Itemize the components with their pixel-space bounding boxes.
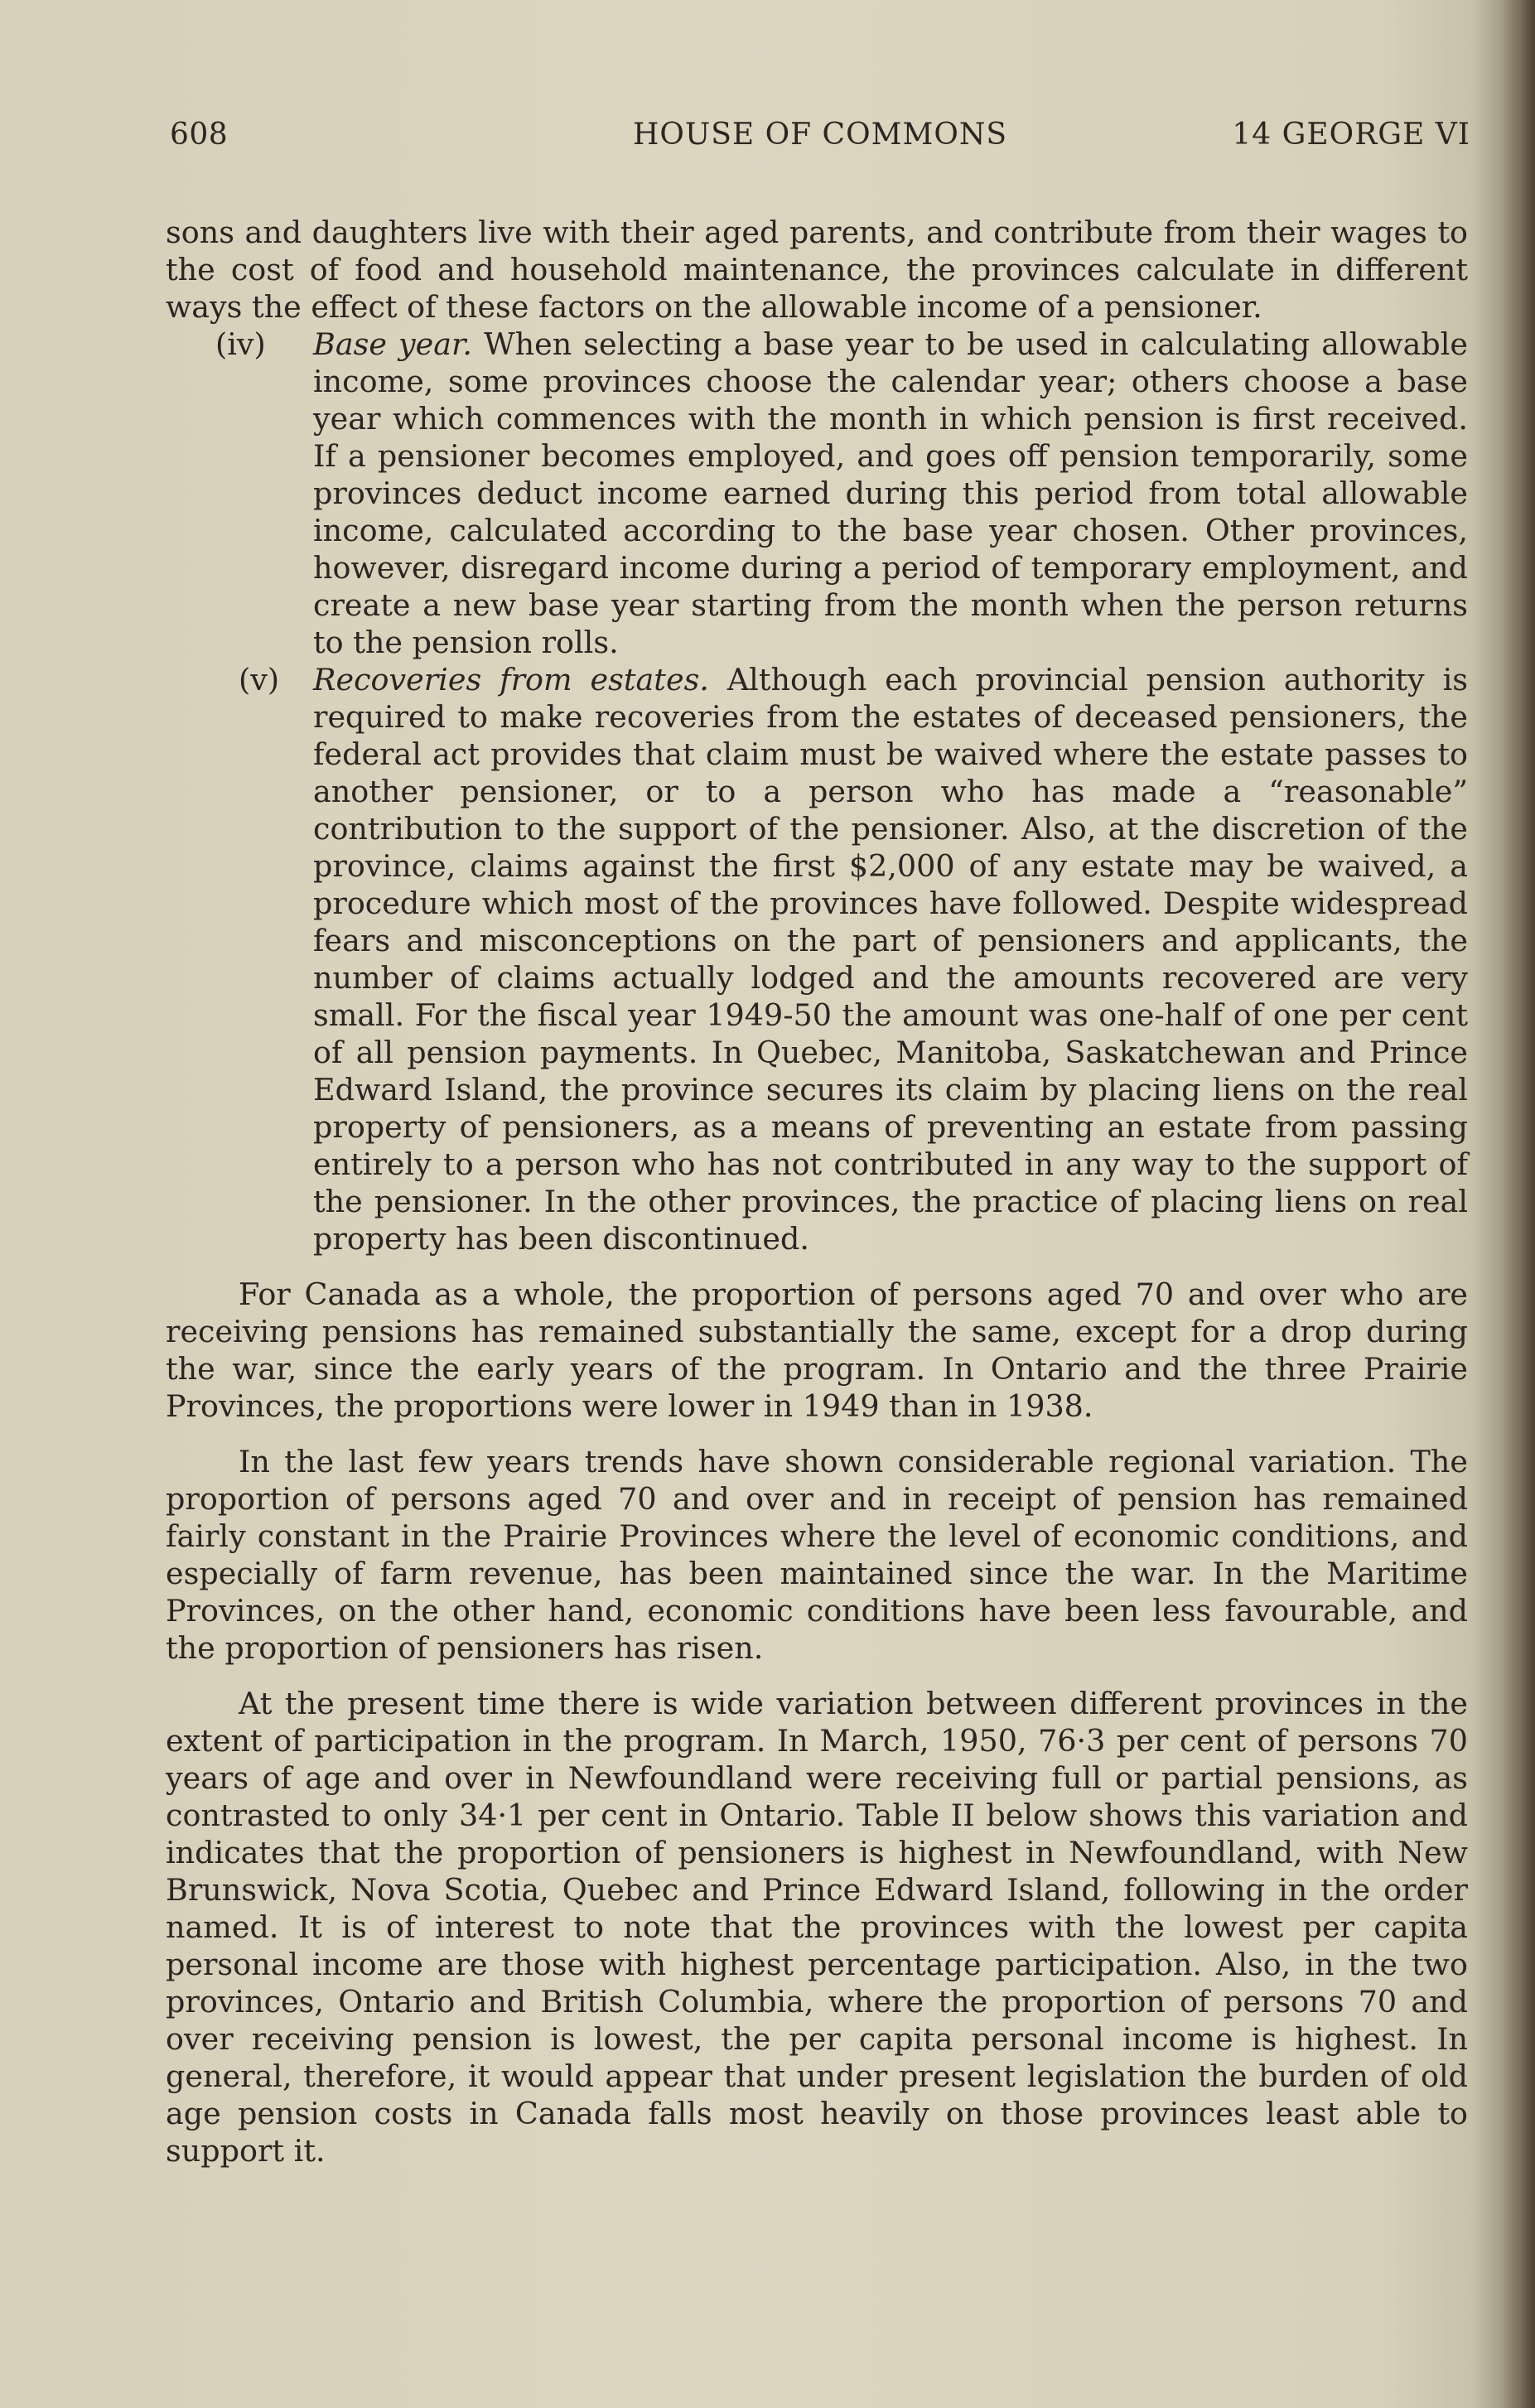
header-session: 14 GEORGE VI <box>1232 118 1470 152</box>
paragraph-regional-variation: In the last few years trends have shown considerable regional variation. The proportion of persons aged 70 and over and in receipt of pension has remained fairly constant in the Prairie Provinces where the level of economic conditions, and especially of farm revenue, has been maintained since the war. In the Maritime Provinces, on the other hand, economic conditions have been less favourable, and the proportion of pensioners has risen. <box>166 1444 1468 1666</box>
running-header <box>170 118 1470 157</box>
paragraph-canada-proportion: For Canada as a whole, the proportion of persons aged 70 and over who are receiving pensions has remained substantially the same, except for a drop during the war, since the early years of the program. In Ontario and the three Prairie Provinces, the proportions were lower in 1949 than in 1938. <box>166 1276 1468 1424</box>
page-edge-shadow <box>1502 0 1535 2408</box>
item-paragraph <box>313 326 1468 661</box>
spacer <box>166 1667 1468 1685</box>
page-number: 608 <box>170 118 229 152</box>
item-title: Recoveries from estates. <box>313 662 709 697</box>
continued-item-text: sons and daughters live with their aged parents, and contribute from their wages to the cost of food and household maintenance, the provinces calculate in different ways the effect of these factors on the allowable income of a pensioner. <box>166 215 1468 325</box>
list-item-recoveries-from-estates <box>239 661 1468 1257</box>
page-body <box>166 214 1468 2169</box>
item-number: (v) <box>239 662 280 697</box>
spacer <box>166 1257 1468 1276</box>
spacer <box>166 1425 1468 1443</box>
item-number: (iv) <box>215 326 266 362</box>
item-title: Base year. <box>313 326 473 362</box>
paragraph-provincial-participation: At the present time there is wide variation between different provinces in the extent of participation in the program. In March, 1950, 76·3 per cent of persons 70 years of age and over in Newfoundland were receiving full or partial pensions, as contrasted to only 34·1 per cent in Ontario. Table II below shows this variation and indicates that the proportion of pensioners is highest in Newfoundland, with New Brunswick, Nova Scotia, Quebec and Prince Edward Island, following in the order named. It is of interest to note that the provinces with the lowest per capita personal income are those with highest percentage participation. Also, in the two provinces, Ontario and British Columbia, where the proportion of persons 70 and over receiving pension is lowest, the per capita personal income is highest. In general, therefore, it would appear that under present legislation the burden of old age pension costs in Canada falls most heavily on those provinces least able to support it. <box>166 1686 1468 2169</box>
header-title: HOUSE OF COMMONS <box>632 118 1008 152</box>
item-text: When selecting a base year to be used in calculating allowable income, some provinces choose the calendar year; others choose a base year which commences with the month in which pension is first received. If a pensioner becomes employed, and goes off pension temporarily, some provinces deduct income earned during this period from total allowable income, calculated according to the base year chosen. Other provinces, however, disregard income during a period of temporary employment, and create a new base year starting from the month when the person returns to the pension rolls. <box>313 326 1468 660</box>
list-item-base-year <box>215 326 1468 661</box>
item-text: Although each provincial pension authority is required to make recoveries from the estates of deceased pensioners, the federal act provides that claim must be waived where the estate passes to another pensioner, or to a person who has made a “reasonable” contribution to the support of the pensioner. Also, at the discretion of the province, claims against the first $2,000 of any estate may be waived, a procedure which most of the provinces have followed. Despite widespread fears and misconceptions on the part of pensioners and applicants, the number of claims actually lodged and the amounts recovered are very small. For the fiscal year 1949-50 the amount was one-half of one per cent of all pension payments. In Quebec, Manitoba, Saskatchewan and Prince Edward Island, the province secures its claim by placing liens on the real property of pensioners, as a means of preventing an estate from passing entirely to a person who has not contributed in any way to the support of the pensioner. In the other provinces, the practice of placing liens on real property has been discontinued. <box>313 662 1468 1257</box>
item-paragraph <box>313 661 1468 1257</box>
